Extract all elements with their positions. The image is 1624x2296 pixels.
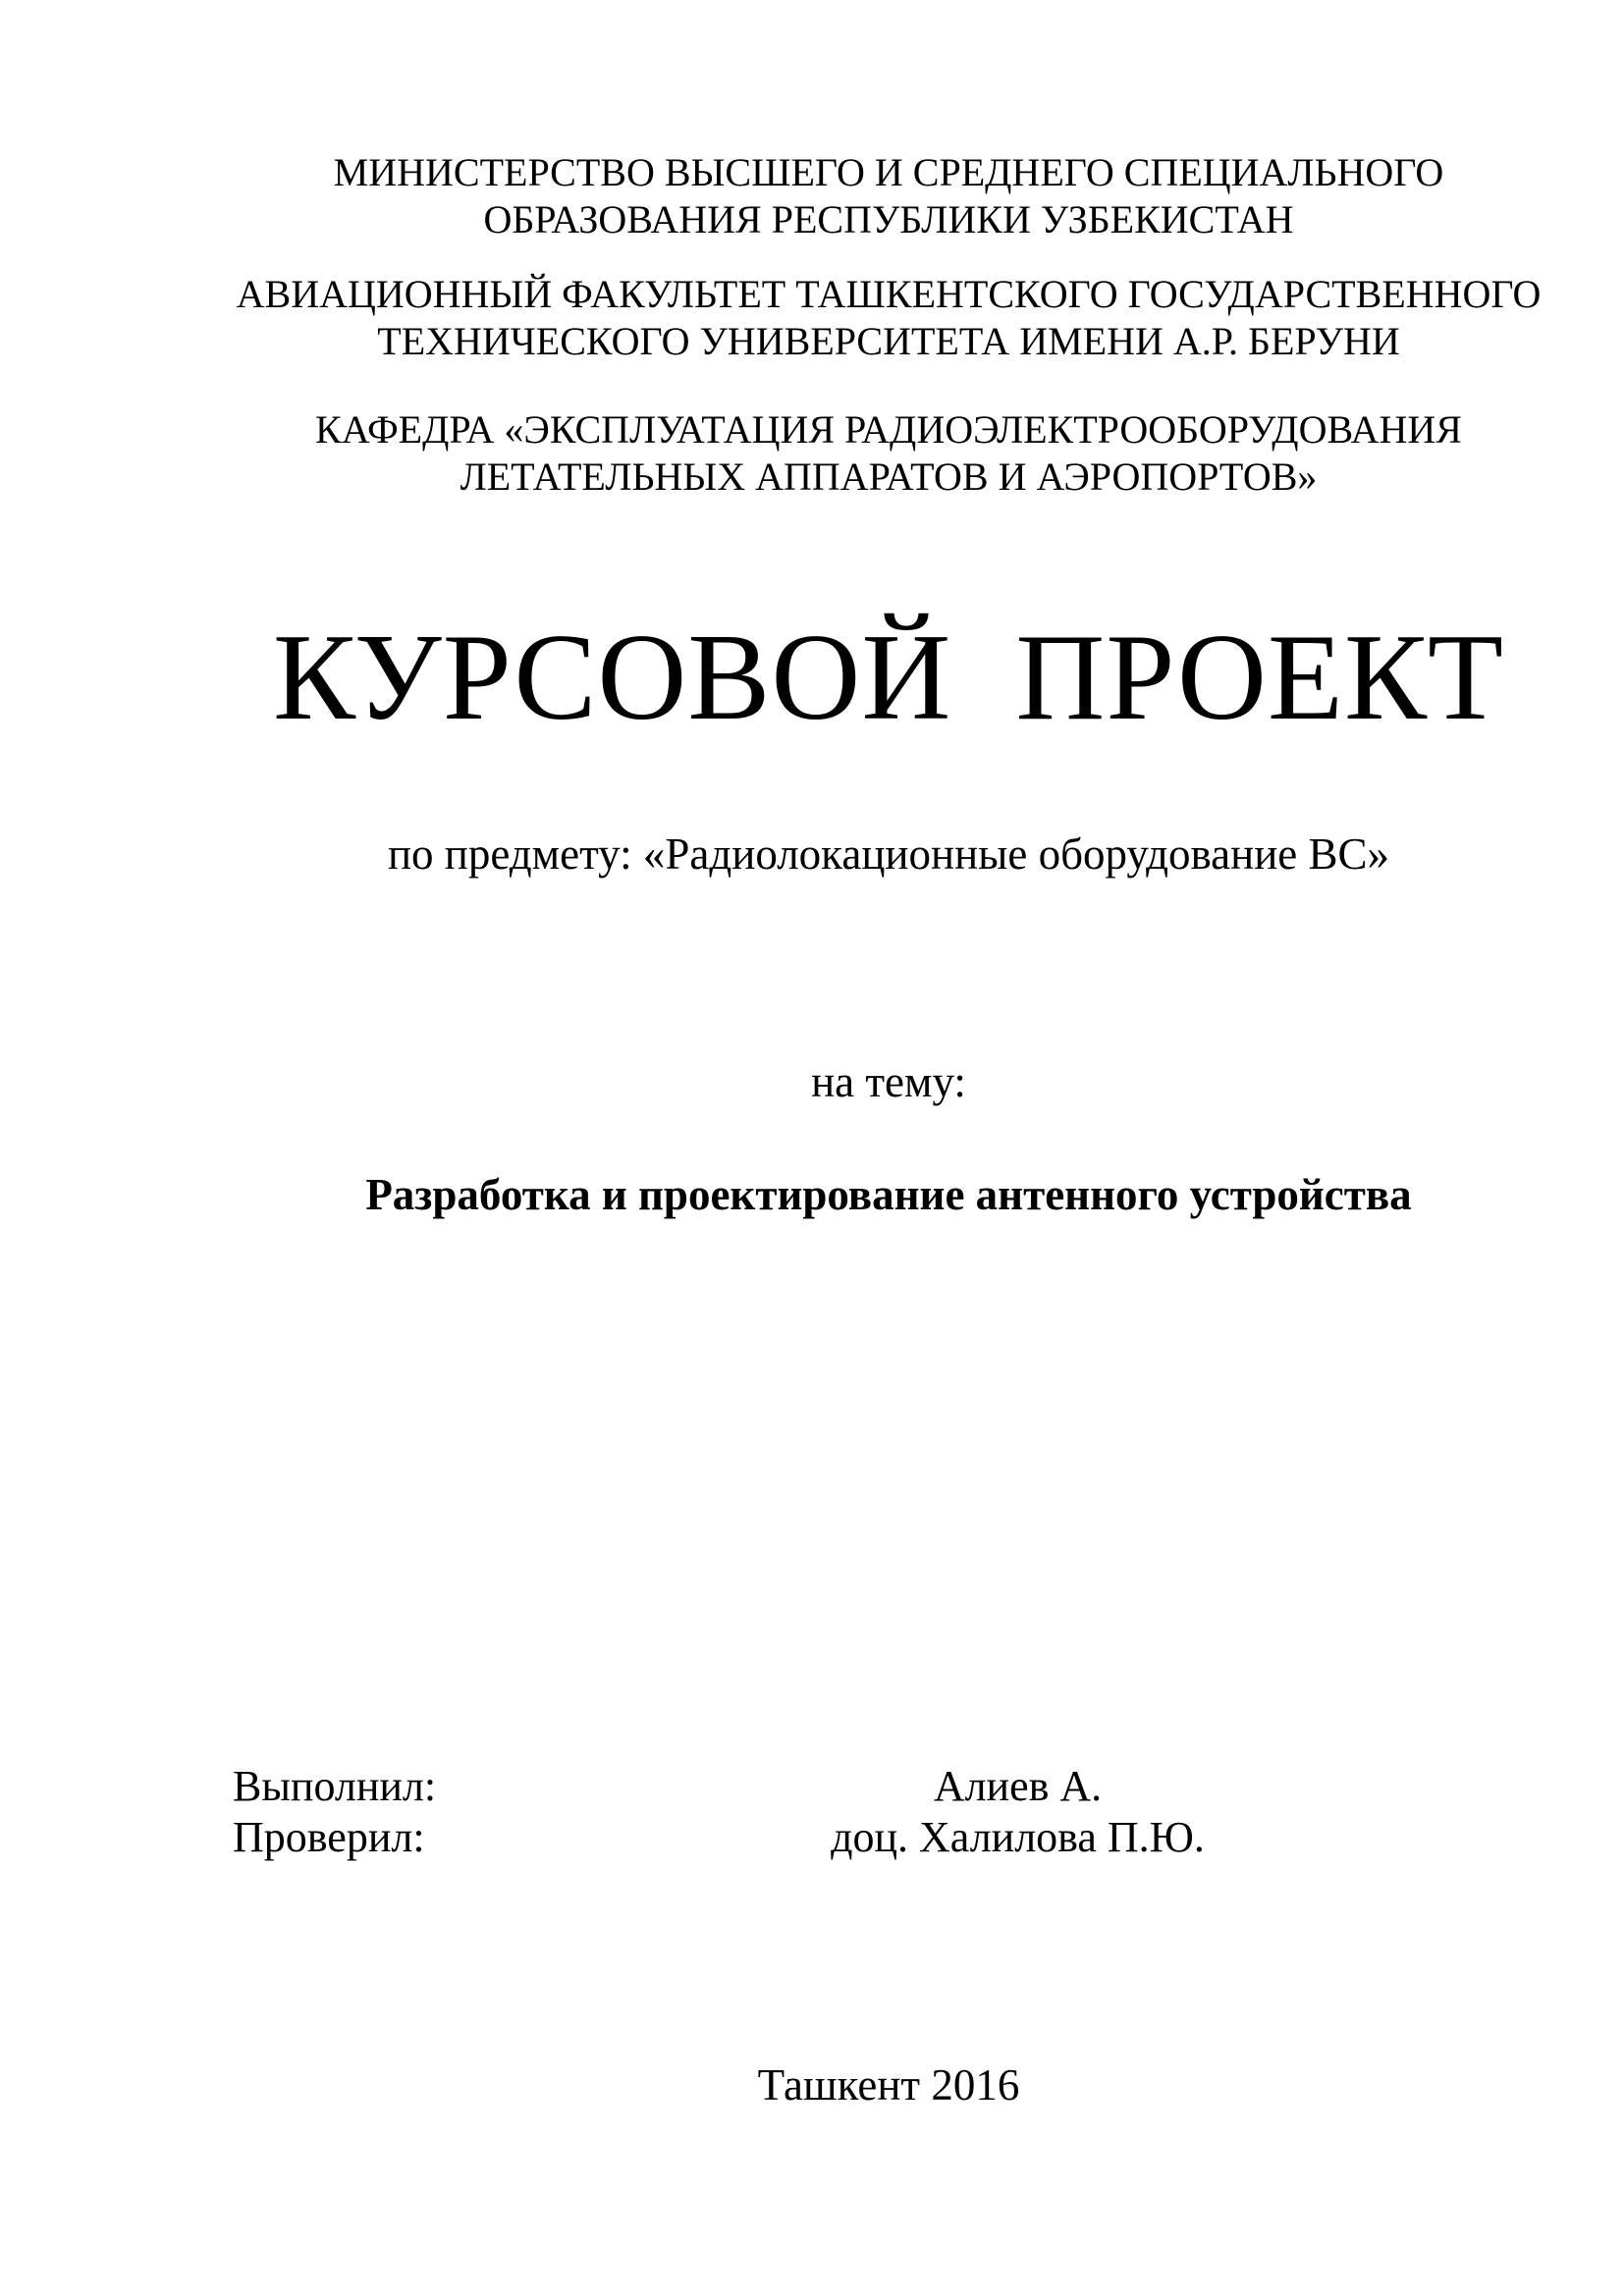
faculty-line-1: АВИАЦИОННЫЙ ФАКУЛЬТЕТ ТАШКЕНТСКОГО ГОСУДАРСТВЕННОГО [236,272,1542,316]
checked-label: Проверил: [233,1813,425,1861]
checked-row [233,1812,1544,1863]
topic-title: Разработка и проектирование антенного устройства [365,1170,1412,1219]
subject-line: по предмету: «Радиолокационные оборудование ВС» [387,829,1390,879]
performed-name: Алиев А. [933,1762,1103,1810]
city-year: Ташкент 2016 [757,2060,1020,2109]
topic-label: на тему: [811,1057,966,1106]
department-line-2: ЛЕТАТЕЛЬНЫХ АППАРАТОВ И АЭРОПОРТОВ» [460,454,1318,499]
performed-row [233,1761,1544,1812]
department-line-1: КАФЕДРА «ЭКСПЛУАТАЦИЯ РАДИОЭЛЕКТРООБОРУДОВАНИЯ [315,407,1462,452]
faculty-line-2: ТЕХНИЧЕСКОГО УНИВЕРСИТЕТА ИМЕНИ А.Р. БЕРУНИ [377,319,1400,363]
performed-label: Выполнил: [233,1762,437,1810]
checked-name: доц. Халилова П.Ю. [831,1813,1205,1861]
ministry-line-2: ОБРАЗОВАНИЯ РЕСПУБЛИКИ УЗБЕКИСТАН [483,197,1294,241]
page-title: КУРСОВОЙ ПРОЕКТ [273,610,1504,746]
ministry-line-1: МИНИСТЕРСТВО ВЫСШЕГО И СРЕДНЕГО СПЕЦИАЛЬНОГО [333,150,1444,194]
